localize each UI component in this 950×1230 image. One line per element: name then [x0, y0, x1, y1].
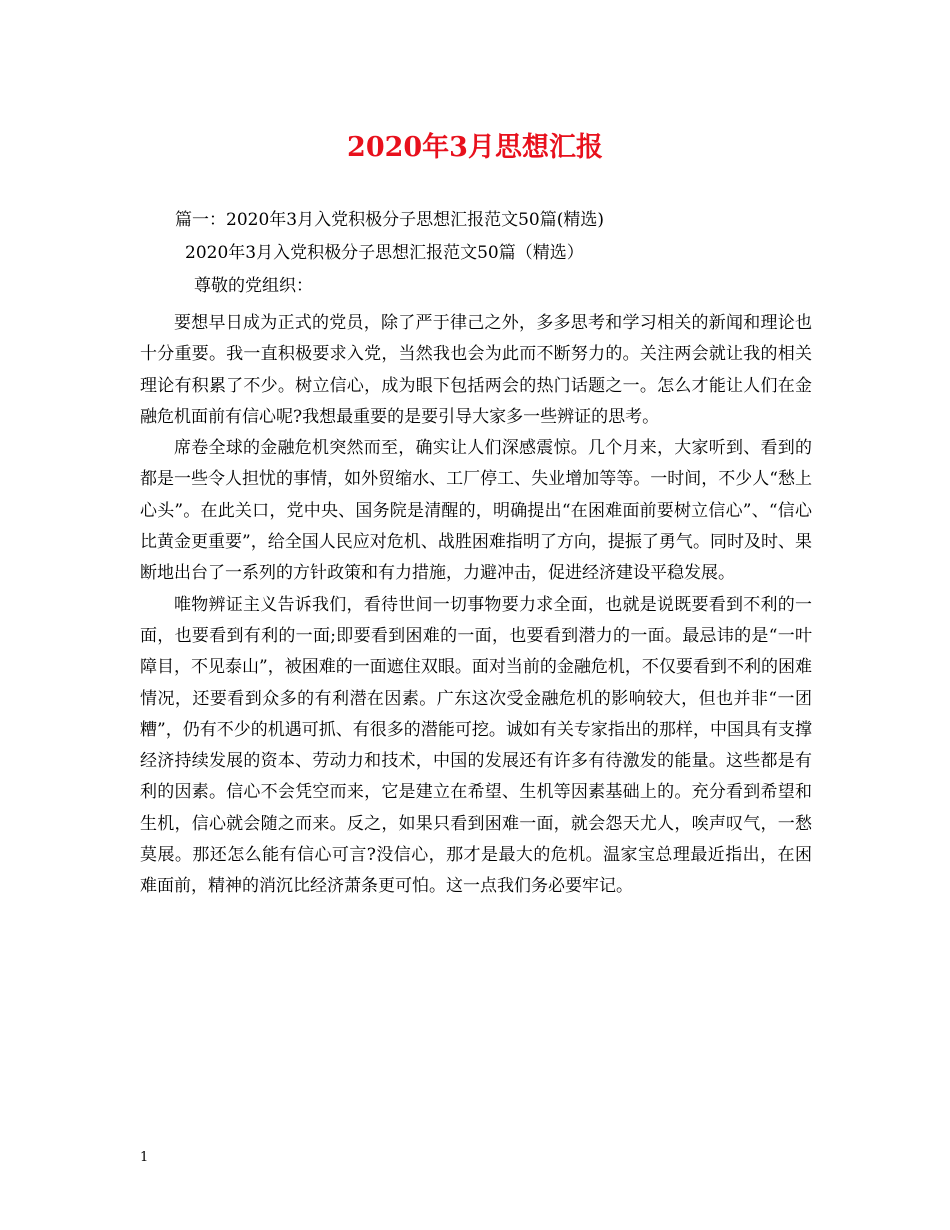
- salutation: 尊敬的党组织：: [194, 276, 313, 296]
- paragraph: 席卷全球的金融危机突然而至，确实让人们深感震惊。几个月来，大家听到、看到的都是一些令人担忧的事情，如外贸缩水、工厂停工、失业增加等等。一时间，不少人“愁上心头”。在此关口，党中央、国务院是清醒的，明确提出“在困难面前要树立信心”、“信心比黄金更重要”，给全国人民应对危机、战胜困难指明了方向，提振了勇气。同时及时、果断地出台了一系列的方针政策和有力措施，力避冲击，促进经济建设平稳发展。: [140, 438, 812, 584]
- section-heading: 篇一：2020年3月入党积极分子思想汇报范文50篇(精选): [175, 210, 604, 230]
- document-subtitle: 2020年3月入党积极分子思想汇报范文50篇（精选）: [185, 243, 584, 263]
- document-title: 2020年3月思想汇报: [347, 132, 603, 163]
- body-text: [140, 308, 812, 903]
- paragraph: 唯物辨证主义告诉我们，看待世间一切事物要力求全面，也就是说既要看到不利的一面，也要看到有利的一面;即要看到困难的一面，也要看到潜力的一面。最忌讳的是“一叶障目，不见泰山”，被困难的一面遮住双眼。面对当前的金融危机，不仅要看到不利的困难情况，还要看到众多的有利潜在因素。广东这次受金融危机的影响较大，但也并非“一团糟”，仍有不少的机遇可抓、有很多的潜能可挖。诚如有关专家指出的那样，中国具有支撑经济持续发展的资本、劳动力和技术，中国的发展还有许多有待激发的能量。这些都是有利的因素。信心不会凭空而来，它是建立在希望、生机等因素基础上的。充分看到希望和生机，信心就会随之而来。反之，如果只看到困难一面，就会怨天尤人，唉声叹气，一愁莫展。那还怎么能有信心可言?没信心，那才是最大的危机。温家宝总理最近指出，在困难面前，精神的消沉比经济萧条更可怕。这一点我们务必要牢记。: [140, 594, 812, 897]
- page-number: 1: [140, 1150, 149, 1165]
- paragraph: 要想早日成为正式的党员，除了严于律己之外，多多思考和学习相关的新闻和理论也十分重要。我一直积极要求入党，当然我也会为此而不断努力的。关注两会就让我的相关理论有积累了不少。树立信心，成为眼下包括两会的热门话题之一。怎么才能让人们在金融危机面前有信心呢?我想最重要的是要引导大家多一些辨证的思考。: [140, 313, 812, 427]
